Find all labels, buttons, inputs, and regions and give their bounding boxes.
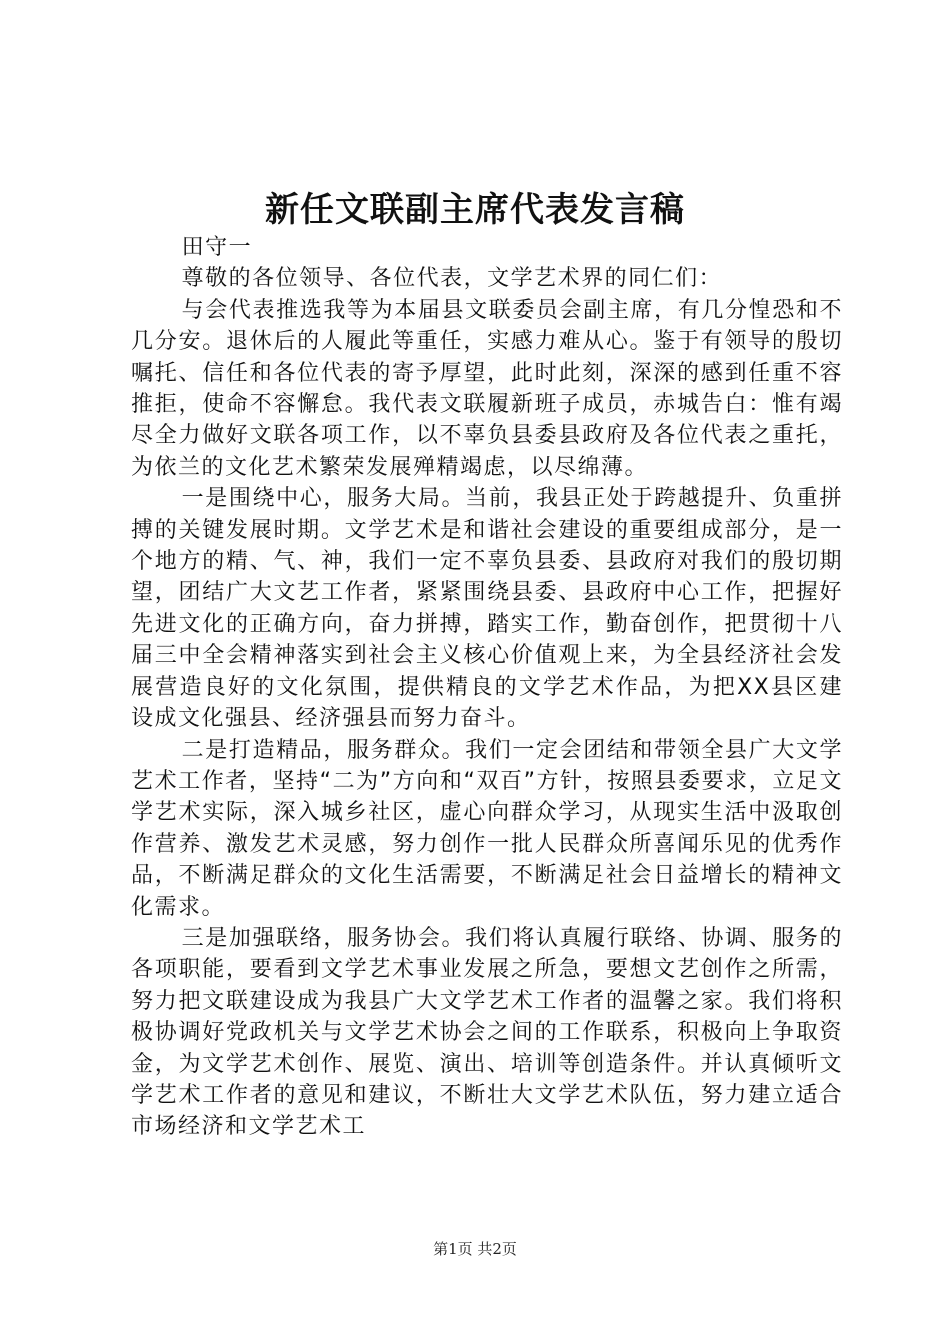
page-number-footer: 第1页 共2页 <box>433 1240 517 1258</box>
point-two-paragraph: 二是打造精品，服务群众。我们一定会团结和带领全县广大文学艺术工作者，坚持“二为”方向和“双百”方针，按照县委要求，立足文学艺术实际，深入城乡社区，虚心向群众学习，从现实生活中汲取创作营养、激发艺术灵感，努力创作一批人民群众所喜闻乐见的优秀作品，不断满足群众的文化生活需要，不断满足社会日益增长的精神文化需求。 <box>131 737 843 920</box>
point-three-paragraph: 三是加强联络，服务协会。我们将认真履行联络、协调、服务的各项职能，要看到文学艺术事业发展之所急，要想文艺创作之所需，努力把文联建设成为我县广大文学艺术工作者的温馨之家。我们将积极协调好党政机关与文学艺术协会之间的工作联系，积极向上争取资金，为文学艺术创作、展览、演出、培训等创造条件。并认真倾听文学艺术工作者的意见和建议，不断壮大文学艺术队伍，努力建立适合市场经济和文学艺术工 <box>131 925 843 1140</box>
point-one-paragraph: 一是围绕中心，服务大局。当前，我县正处于跨越提升、负重拼搏的关键发展时期。文学艺术是和谐社会建设的重要组成部分，是一个地方的精、气、神，我们一定不辜负县委、县政府对我们的殷切期望，团结广大文艺工作者，紧紧围绕县委、县政府中心工作，把握好先进文化的正确方向，奋力拼搏，踏实工作，勤奋创作，把贯彻十八届三中全会精神落实到社会主义核心价值观上来，为全县经济社会发展营造良好的文化氛围，提供精良的文学艺术作品，为把XX县区建设成文化强县、经济强县而努力奋斗。 <box>131 486 843 732</box>
document-body <box>131 232 843 1143</box>
salutation-paragraph: 尊敬的各位领导、各位代表，文学艺术界的同仁们： <box>181 266 723 292</box>
document-title: 新任文联副主席代表发言稿 <box>265 190 685 230</box>
author-line: 田守一 <box>181 235 253 260</box>
intro-paragraph: 与会代表推选我等为本届县文联委员会副主席，有几分惶恐和不几分安。退休后的人履此等重任，实感力难从心。鉴于有领导的殷切嘱托、信任和各位代表的寄予厚望，此时此刻，深深的感到任重不容推拒，使命不容懈怠。我代表文联履新班子成员，赤城告白：惟有竭尽全力做好文联各项工作，以不辜负县委县政府及各位代表之重托，为依兰的文化艺术繁荣发展殚精竭虑，以尽绵薄。 <box>131 297 843 480</box>
